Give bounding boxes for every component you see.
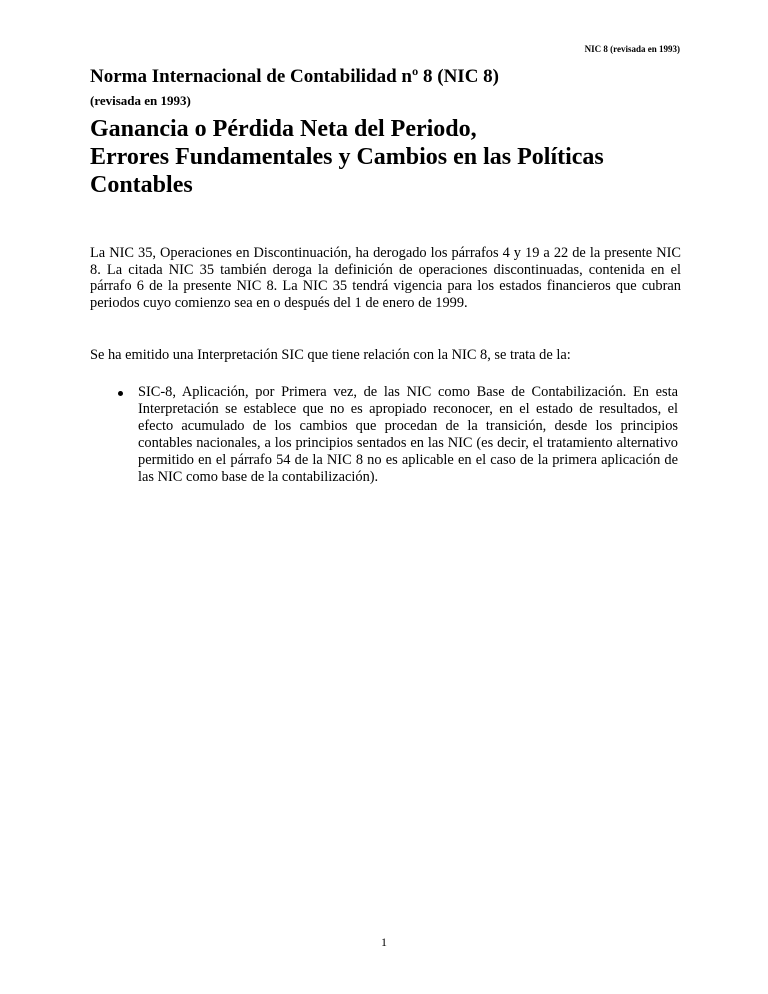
main-heading [90, 115, 690, 199]
document-subtitle: (revisada en 1993) [90, 93, 191, 108]
running-header: NIC 8 (revisada en 1993) [584, 44, 680, 54]
bullet-icon [118, 391, 123, 396]
interpretation-list [118, 384, 678, 486]
main-heading-line: Errores Fundamentales y Cambios en las Políticas [90, 144, 604, 170]
intro-paragraph: La NIC 35, Operaciones en Discontinuación, ha derogado los párrafos 4 y 19 a 22 de la presente NIC 8. La citada NIC 35 también deroga la definición de operaciones discontinuadas, contenida en el párrafo 6 de la presente NIC 8. La NIC 35 tendrá vigencia para los estados financieros que cubran periodos cuyo comienzo sea en o después del 1 de enero de 1999. [90, 245, 681, 311]
page-number: 1 [381, 935, 387, 949]
list-item-text: SIC-8, Aplicación, por Primera vez, de las NIC como Base de Contabilización. En esta Interpretación se establece que no es apropiado reconocer, en el estado de resultados, el efecto acumulado de los cambios que procedan de la transición, desde los principios contables nacionales, a los principios sentados en las NIC (es decir, el tratamiento alternativo permitido en el párrafo 54 de la NIC 8 no es aplicable en el caso de la primera aplicación de las NIC como base de la contabilización). [138, 384, 678, 485]
main-heading-line: Contables [90, 172, 193, 198]
document-title: Norma Internacional de Contabilidad nº 8 (NIC 8) [90, 66, 499, 87]
interpretation-paragraph: Se ha emitido una Interpretación SIC que tiene relación con la NIC 8, se trata de la: [90, 347, 571, 363]
list-item [118, 384, 678, 486]
main-heading-line: Ganancia o Pérdida Neta del Periodo, [90, 116, 477, 142]
